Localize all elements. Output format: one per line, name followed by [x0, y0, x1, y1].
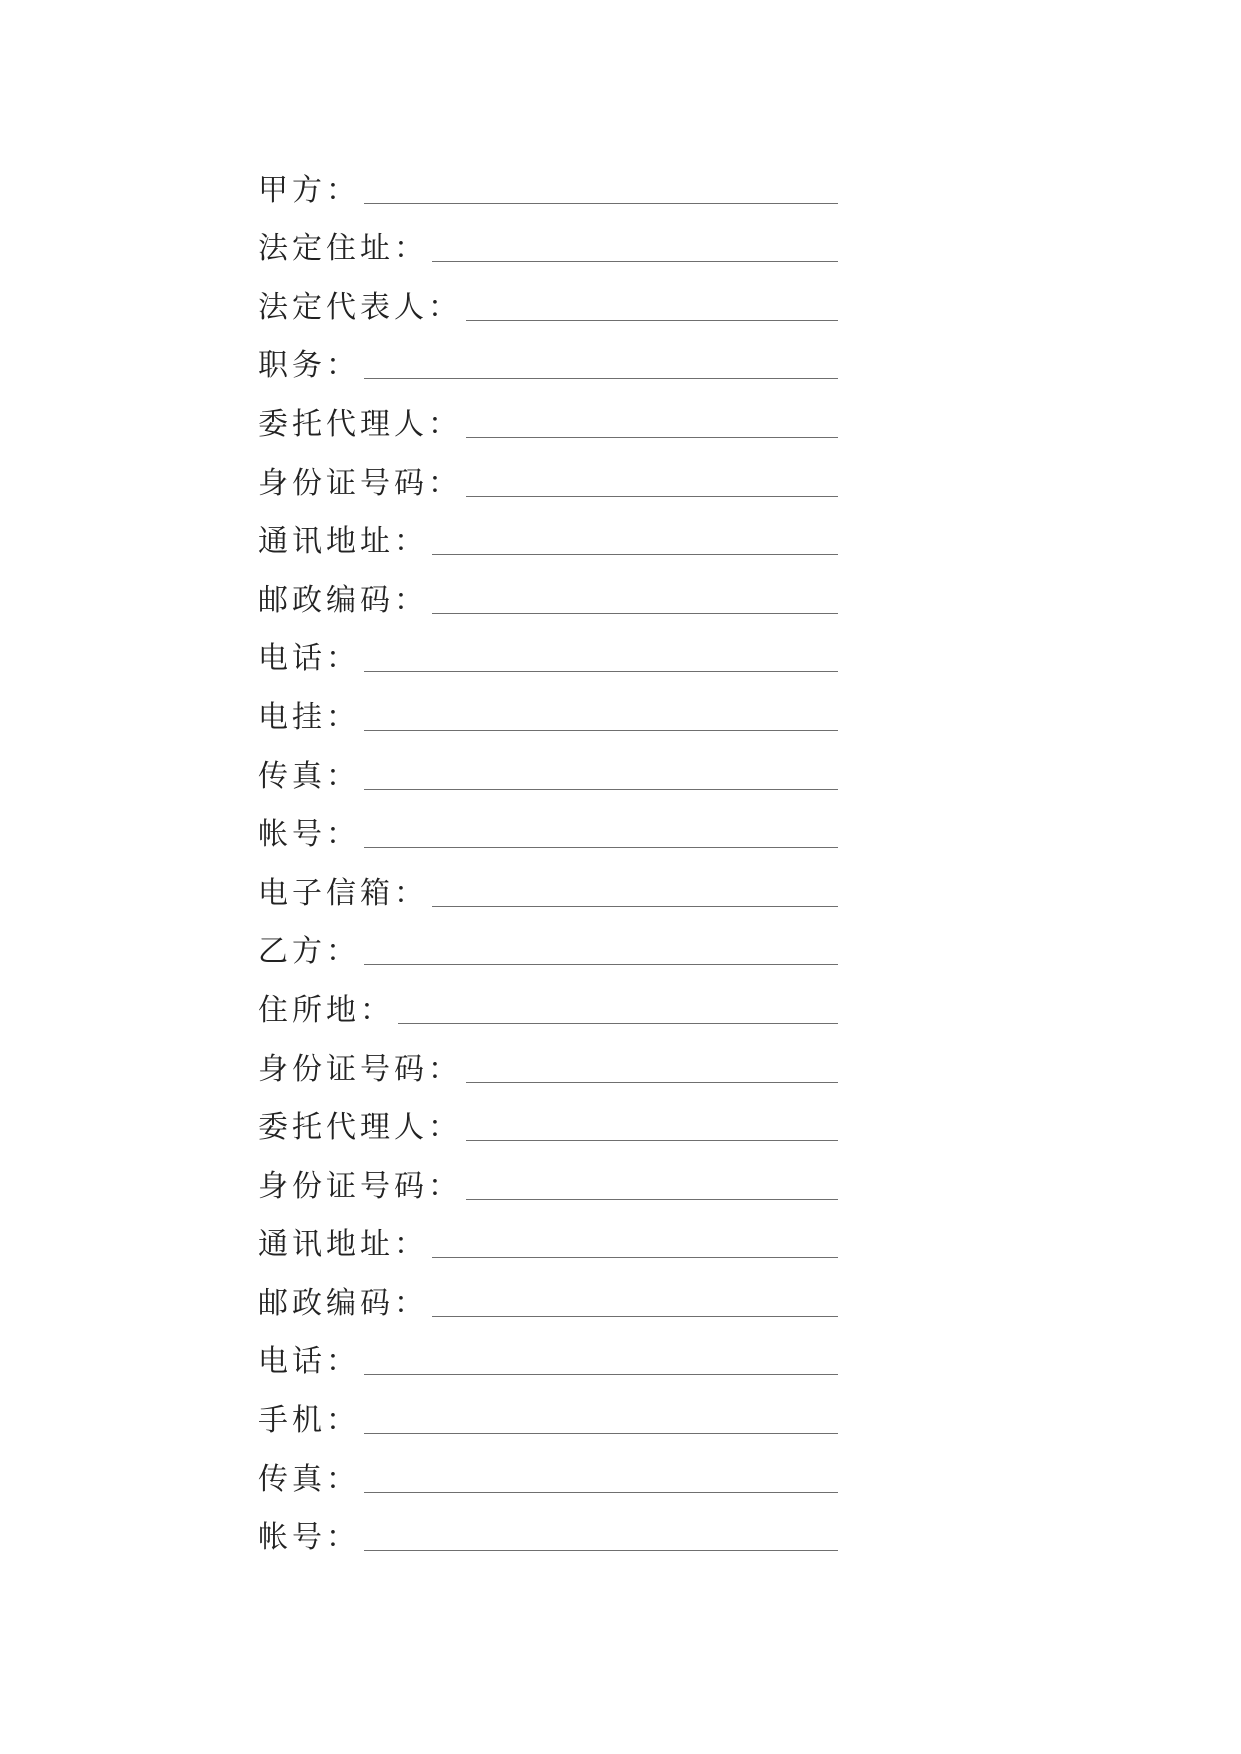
field-row-phone-b [258, 1330, 838, 1389]
field-row-email [258, 861, 838, 920]
fill-in-line [364, 1433, 838, 1434]
fill-in-line [398, 1023, 838, 1024]
fill-in-line [466, 496, 838, 497]
field-label: 甲方： [258, 172, 360, 208]
field-label: 邮政编码： [258, 1285, 428, 1321]
field-row-fax-b [258, 1447, 838, 1506]
field-row-id-number-b [258, 1037, 838, 1096]
field-row-fax-a [258, 744, 838, 803]
field-row-account-a [258, 803, 838, 862]
field-label: 传真： [258, 758, 360, 794]
fill-in-line [364, 203, 838, 204]
field-label: 法定住址： [258, 231, 428, 267]
field-row-account-b [258, 1506, 838, 1565]
field-row-residence [258, 978, 838, 1037]
fill-in-line [466, 1140, 838, 1141]
fill-in-line [466, 1082, 838, 1083]
fill-in-line [364, 1374, 838, 1375]
fill-in-line [432, 554, 838, 555]
field-row-telegraph [258, 685, 838, 744]
fill-in-line [364, 964, 838, 965]
field-label: 电话： [258, 1344, 360, 1380]
field-row-party-b [258, 920, 838, 979]
field-label: 通讯地址： [258, 1227, 428, 1263]
fill-in-line [364, 671, 838, 672]
fill-in-line [432, 613, 838, 614]
field-row-position [258, 334, 838, 393]
field-label: 身份证号码： [258, 1051, 462, 1087]
fill-in-line [432, 1316, 838, 1317]
field-label: 帐号： [258, 817, 360, 853]
field-row-mailing-address-b [258, 1213, 838, 1272]
field-label: 乙方： [258, 934, 360, 970]
field-label: 通讯地址： [258, 524, 428, 560]
field-label: 电挂： [258, 699, 360, 735]
fill-in-line [466, 1199, 838, 1200]
field-row-legal-representative [258, 275, 838, 334]
field-row-postal-code-a [258, 568, 838, 627]
fill-in-line [432, 261, 838, 262]
field-row-id-number-a [258, 451, 838, 510]
fill-in-line [466, 320, 838, 321]
field-row-mobile [258, 1388, 838, 1447]
field-row-mailing-address-a [258, 510, 838, 569]
field-label: 帐号： [258, 1520, 360, 1556]
field-row-legal-address [258, 217, 838, 276]
field-label: 职务： [258, 348, 360, 384]
field-label: 委托代理人： [258, 1110, 462, 1146]
fill-in-line [432, 1257, 838, 1258]
field-row-party-a [258, 158, 838, 217]
field-label: 电子信箱： [258, 875, 428, 911]
field-label: 住所地： [258, 992, 394, 1028]
fill-in-line [432, 906, 838, 907]
field-label: 邮政编码： [258, 582, 428, 618]
fill-in-line [364, 378, 838, 379]
field-label: 身份证号码： [258, 465, 462, 501]
field-label: 手机： [258, 1403, 360, 1439]
fill-in-line [364, 730, 838, 731]
fill-in-line [364, 847, 838, 848]
party-info-form [258, 158, 838, 1564]
field-label: 法定代表人： [258, 289, 462, 325]
field-row-postal-code-b [258, 1271, 838, 1330]
field-row-agent-id-number-b [258, 1154, 838, 1213]
field-label: 委托代理人： [258, 406, 462, 442]
field-label: 电话： [258, 641, 360, 677]
field-label: 传真： [258, 1461, 360, 1497]
fill-in-line [364, 1550, 838, 1551]
field-row-agent-b [258, 1096, 838, 1155]
fill-in-line [364, 1492, 838, 1493]
field-row-agent-a [258, 392, 838, 451]
fill-in-line [364, 789, 838, 790]
fill-in-line [466, 437, 838, 438]
field-label: 身份证号码： [258, 1168, 462, 1204]
field-row-phone-a [258, 627, 838, 686]
